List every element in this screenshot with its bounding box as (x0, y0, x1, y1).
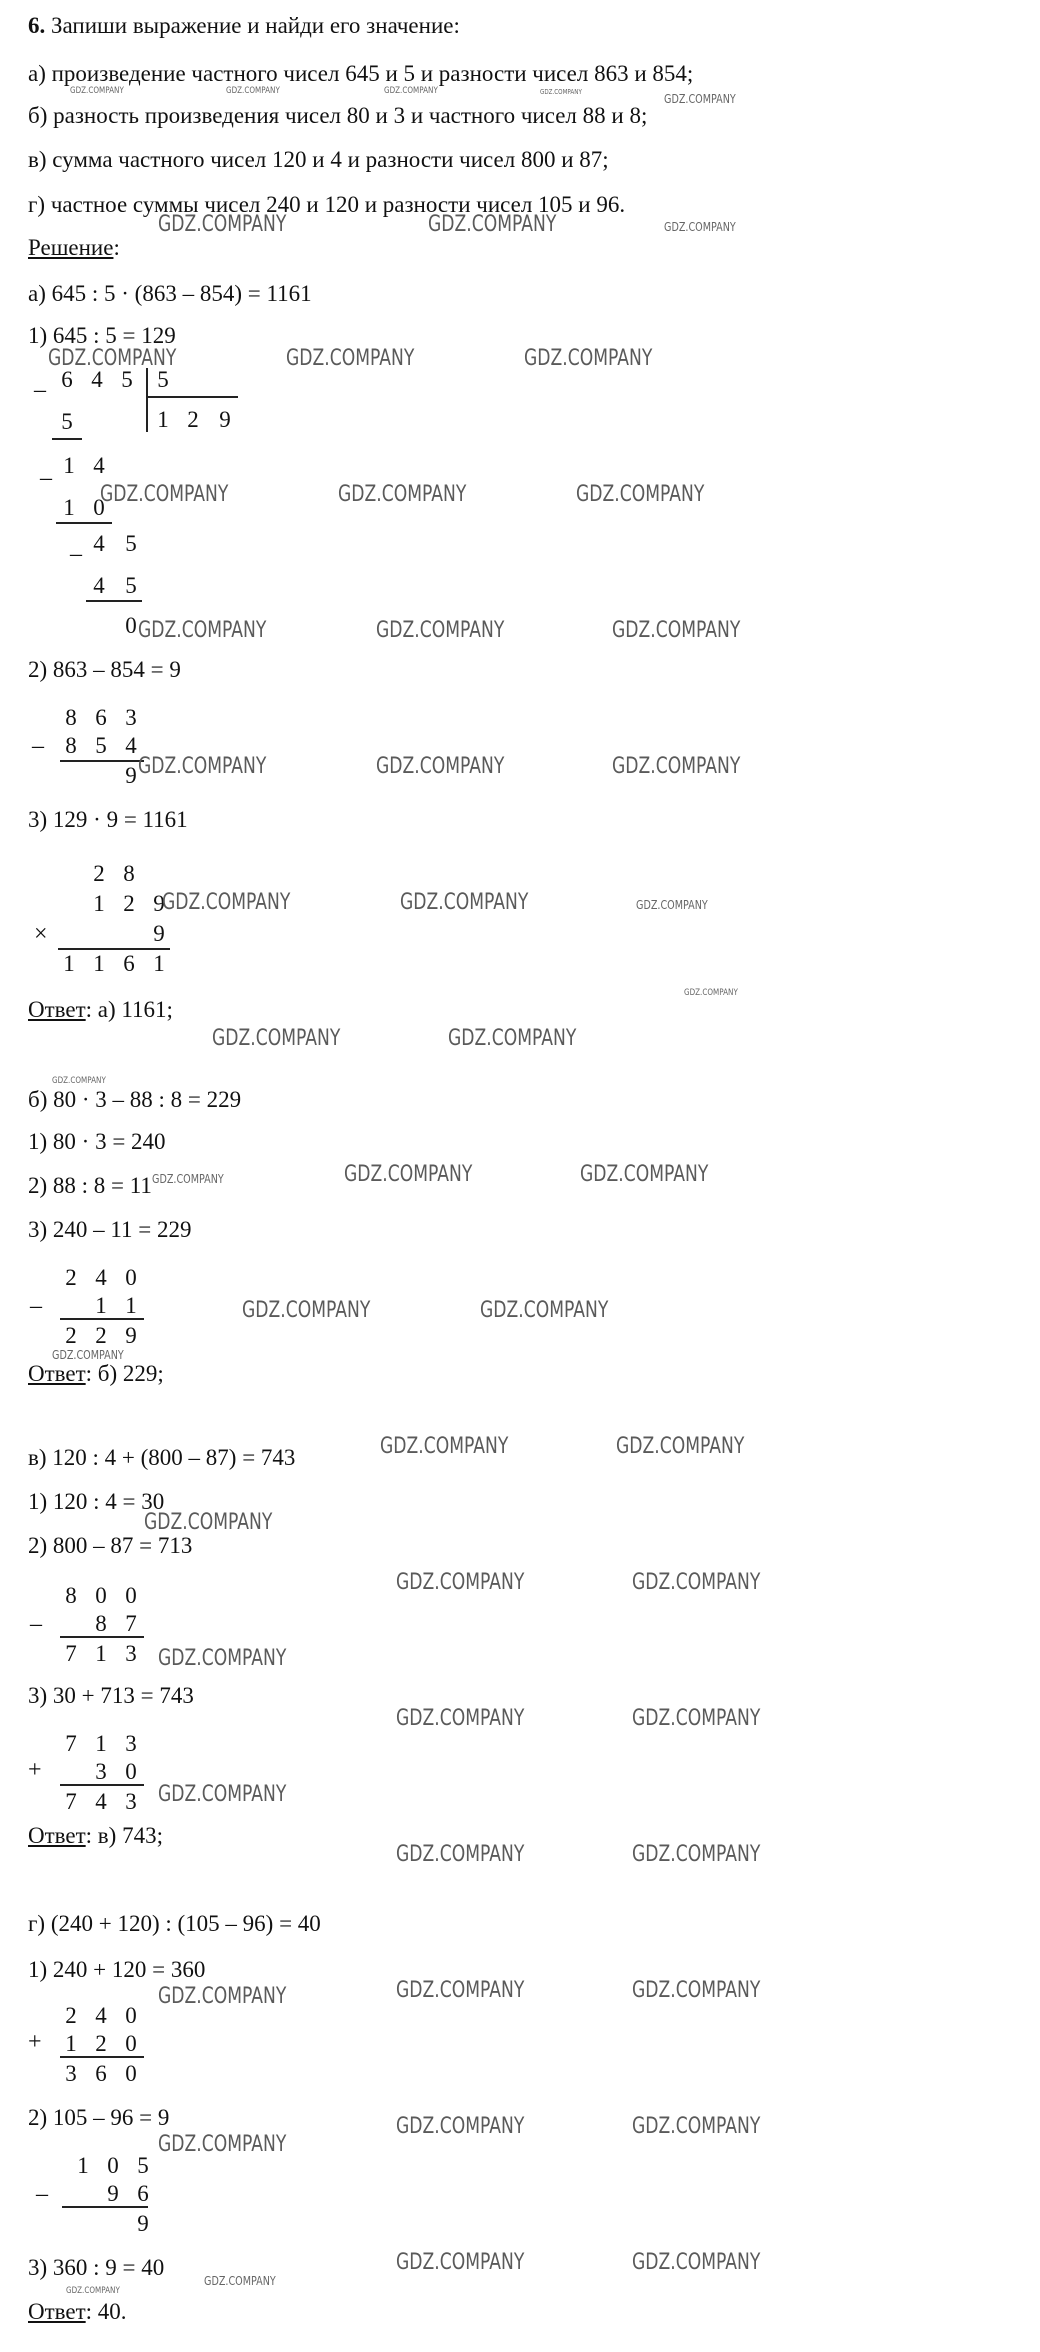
watermark: GDZ.COMPANY (152, 1172, 224, 1186)
watermark: GDZ.COMPANY (540, 88, 582, 96)
part-b-step1: 1) 80 · 3 = 240 (28, 1129, 166, 1154)
part-a-step3: 3) 129 · 9 = 1161 (28, 807, 188, 832)
solution-heading: Решение: (28, 235, 120, 260)
part-a-answer: Ответ: а) 1161; (28, 997, 173, 1022)
watermark: GDZ.COMPANY (576, 482, 705, 507)
watermark: GDZ.COMPANY (428, 212, 557, 237)
watermark: GDZ.COMPANY (636, 898, 708, 912)
watermark: GDZ.COMPANY (632, 1978, 761, 2003)
watermark: GDZ.COMPANY (396, 1978, 525, 2003)
watermark: GDZ.COMPANY (66, 2286, 120, 2296)
watermark: GDZ.COMPANY (396, 1570, 525, 1595)
watermark: GDZ.COMPANY (158, 2132, 287, 2157)
part-v-answer: Ответ: в) 743; (28, 1823, 163, 1848)
watermark: GDZ.COMPANY (632, 1706, 761, 1731)
watermark: GDZ.COMPANY (212, 1026, 341, 1051)
task-item-b: б) разность произведения чисел 80 и 3 и частного чисел 88 и 8; (28, 103, 648, 128)
watermark: GDZ.COMPANY (632, 2250, 761, 2275)
part-g-step2: 2) 105 – 96 = 9 (28, 2105, 170, 2130)
watermark: GDZ.COMPANY (138, 618, 267, 643)
watermark: GDZ.COMPANY (100, 482, 229, 507)
watermark: GDZ.COMPANY (380, 1434, 509, 1459)
watermark: GDZ.COMPANY (158, 1782, 287, 1807)
part-v-expression: в) 120 : 4 + (800 – 87) = 743 (28, 1445, 296, 1470)
part-g-step1: 1) 240 + 120 = 360 (28, 1957, 206, 1982)
watermark: GDZ.COMPANY (480, 1298, 609, 1323)
watermark: GDZ.COMPANY (524, 346, 653, 371)
task-item-v: в) сумма частного чисел 120 и 4 и разности чисел 800 и 87; (28, 147, 609, 172)
watermark: GDZ.COMPANY (48, 346, 177, 371)
part-v-step3: 3) 30 + 713 = 743 (28, 1683, 194, 1708)
watermark: GDZ.COMPANY (448, 1026, 577, 1051)
part-b-answer: Ответ: б) 229; (28, 1361, 164, 1386)
watermark: GDZ.COMPANY (344, 1162, 473, 1187)
part-a-step1: 1) 645 : 5 = 129 (28, 323, 176, 348)
task-item-g: г) частное суммы чисел 240 и 120 и разности чисел 105 и 96. (28, 192, 626, 217)
watermark: GDZ.COMPANY (338, 482, 467, 507)
watermark: GDZ.COMPANY (162, 890, 291, 915)
part-v-step2: 2) 800 – 87 = 713 (28, 1533, 193, 1558)
watermark: GDZ.COMPANY (286, 346, 415, 371)
watermark: GDZ.COMPANY (664, 92, 736, 106)
watermark: GDZ.COMPANY (580, 1162, 709, 1187)
watermark: GDZ.COMPANY (158, 1984, 287, 2009)
watermark: GDZ.COMPANY (616, 1434, 745, 1459)
watermark: GDZ.COMPANY (632, 1842, 761, 1867)
watermark: GDZ.COMPANY (226, 86, 280, 96)
task-item-a: а) произведение частного чисел 645 и 5 и разности чисел 863 и 854; (28, 61, 694, 86)
part-v-step1: 1) 120 : 4 = 30 (28, 1489, 165, 1514)
watermark: GDZ.COMPANY (52, 1348, 124, 1362)
watermark: GDZ.COMPANY (204, 2274, 276, 2288)
watermark: GDZ.COMPANY (684, 988, 738, 998)
watermark: GDZ.COMPANY (632, 1570, 761, 1595)
watermark: GDZ.COMPANY (52, 1076, 106, 1086)
part-g-expression: г) (240 + 120) : (105 – 96) = 40 (28, 1911, 321, 1936)
watermark: GDZ.COMPANY (396, 2114, 525, 2139)
watermark: GDZ.COMPANY (144, 1510, 273, 1535)
watermark: GDZ.COMPANY (632, 2114, 761, 2139)
watermark: GDZ.COMPANY (396, 1842, 525, 1867)
watermark: GDZ.COMPANY (376, 618, 505, 643)
task-prompt: Запиши выражение и найди его значение: (51, 13, 460, 38)
part-b-expression: б) 80 · 3 – 88 : 8 = 229 (28, 1087, 242, 1112)
watermark: GDZ.COMPANY (396, 2250, 525, 2275)
watermark: GDZ.COMPANY (158, 1646, 287, 1671)
watermark: GDZ.COMPANY (384, 86, 438, 96)
part-a-step2: 2) 863 – 854 = 9 (28, 657, 181, 682)
part-g-step3: 3) 360 : 9 = 40 (28, 2255, 165, 2280)
watermark: GDZ.COMPANY (400, 890, 529, 915)
part-b-step2: 2) 88 : 8 = 11 (28, 1173, 152, 1198)
part-a-expression: а) 645 : 5 · (863 – 854) = 1161 (28, 281, 312, 306)
watermark: GDZ.COMPANY (70, 86, 124, 96)
task-header (28, 14, 460, 37)
part-b-step3: 3) 240 – 11 = 229 (28, 1217, 192, 1242)
watermark: GDZ.COMPANY (396, 1706, 525, 1731)
part-g-answer: Ответ: 40. (28, 2299, 127, 2324)
watermark: GDZ.COMPANY (242, 1298, 371, 1323)
watermark: GDZ.COMPANY (664, 220, 736, 234)
watermark: GDZ.COMPANY (138, 754, 267, 779)
watermark: GDZ.COMPANY (158, 212, 287, 237)
watermark: GDZ.COMPANY (612, 754, 741, 779)
task-number: 6. (28, 13, 46, 38)
watermark: GDZ.COMPANY (612, 618, 741, 643)
watermark: GDZ.COMPANY (376, 754, 505, 779)
